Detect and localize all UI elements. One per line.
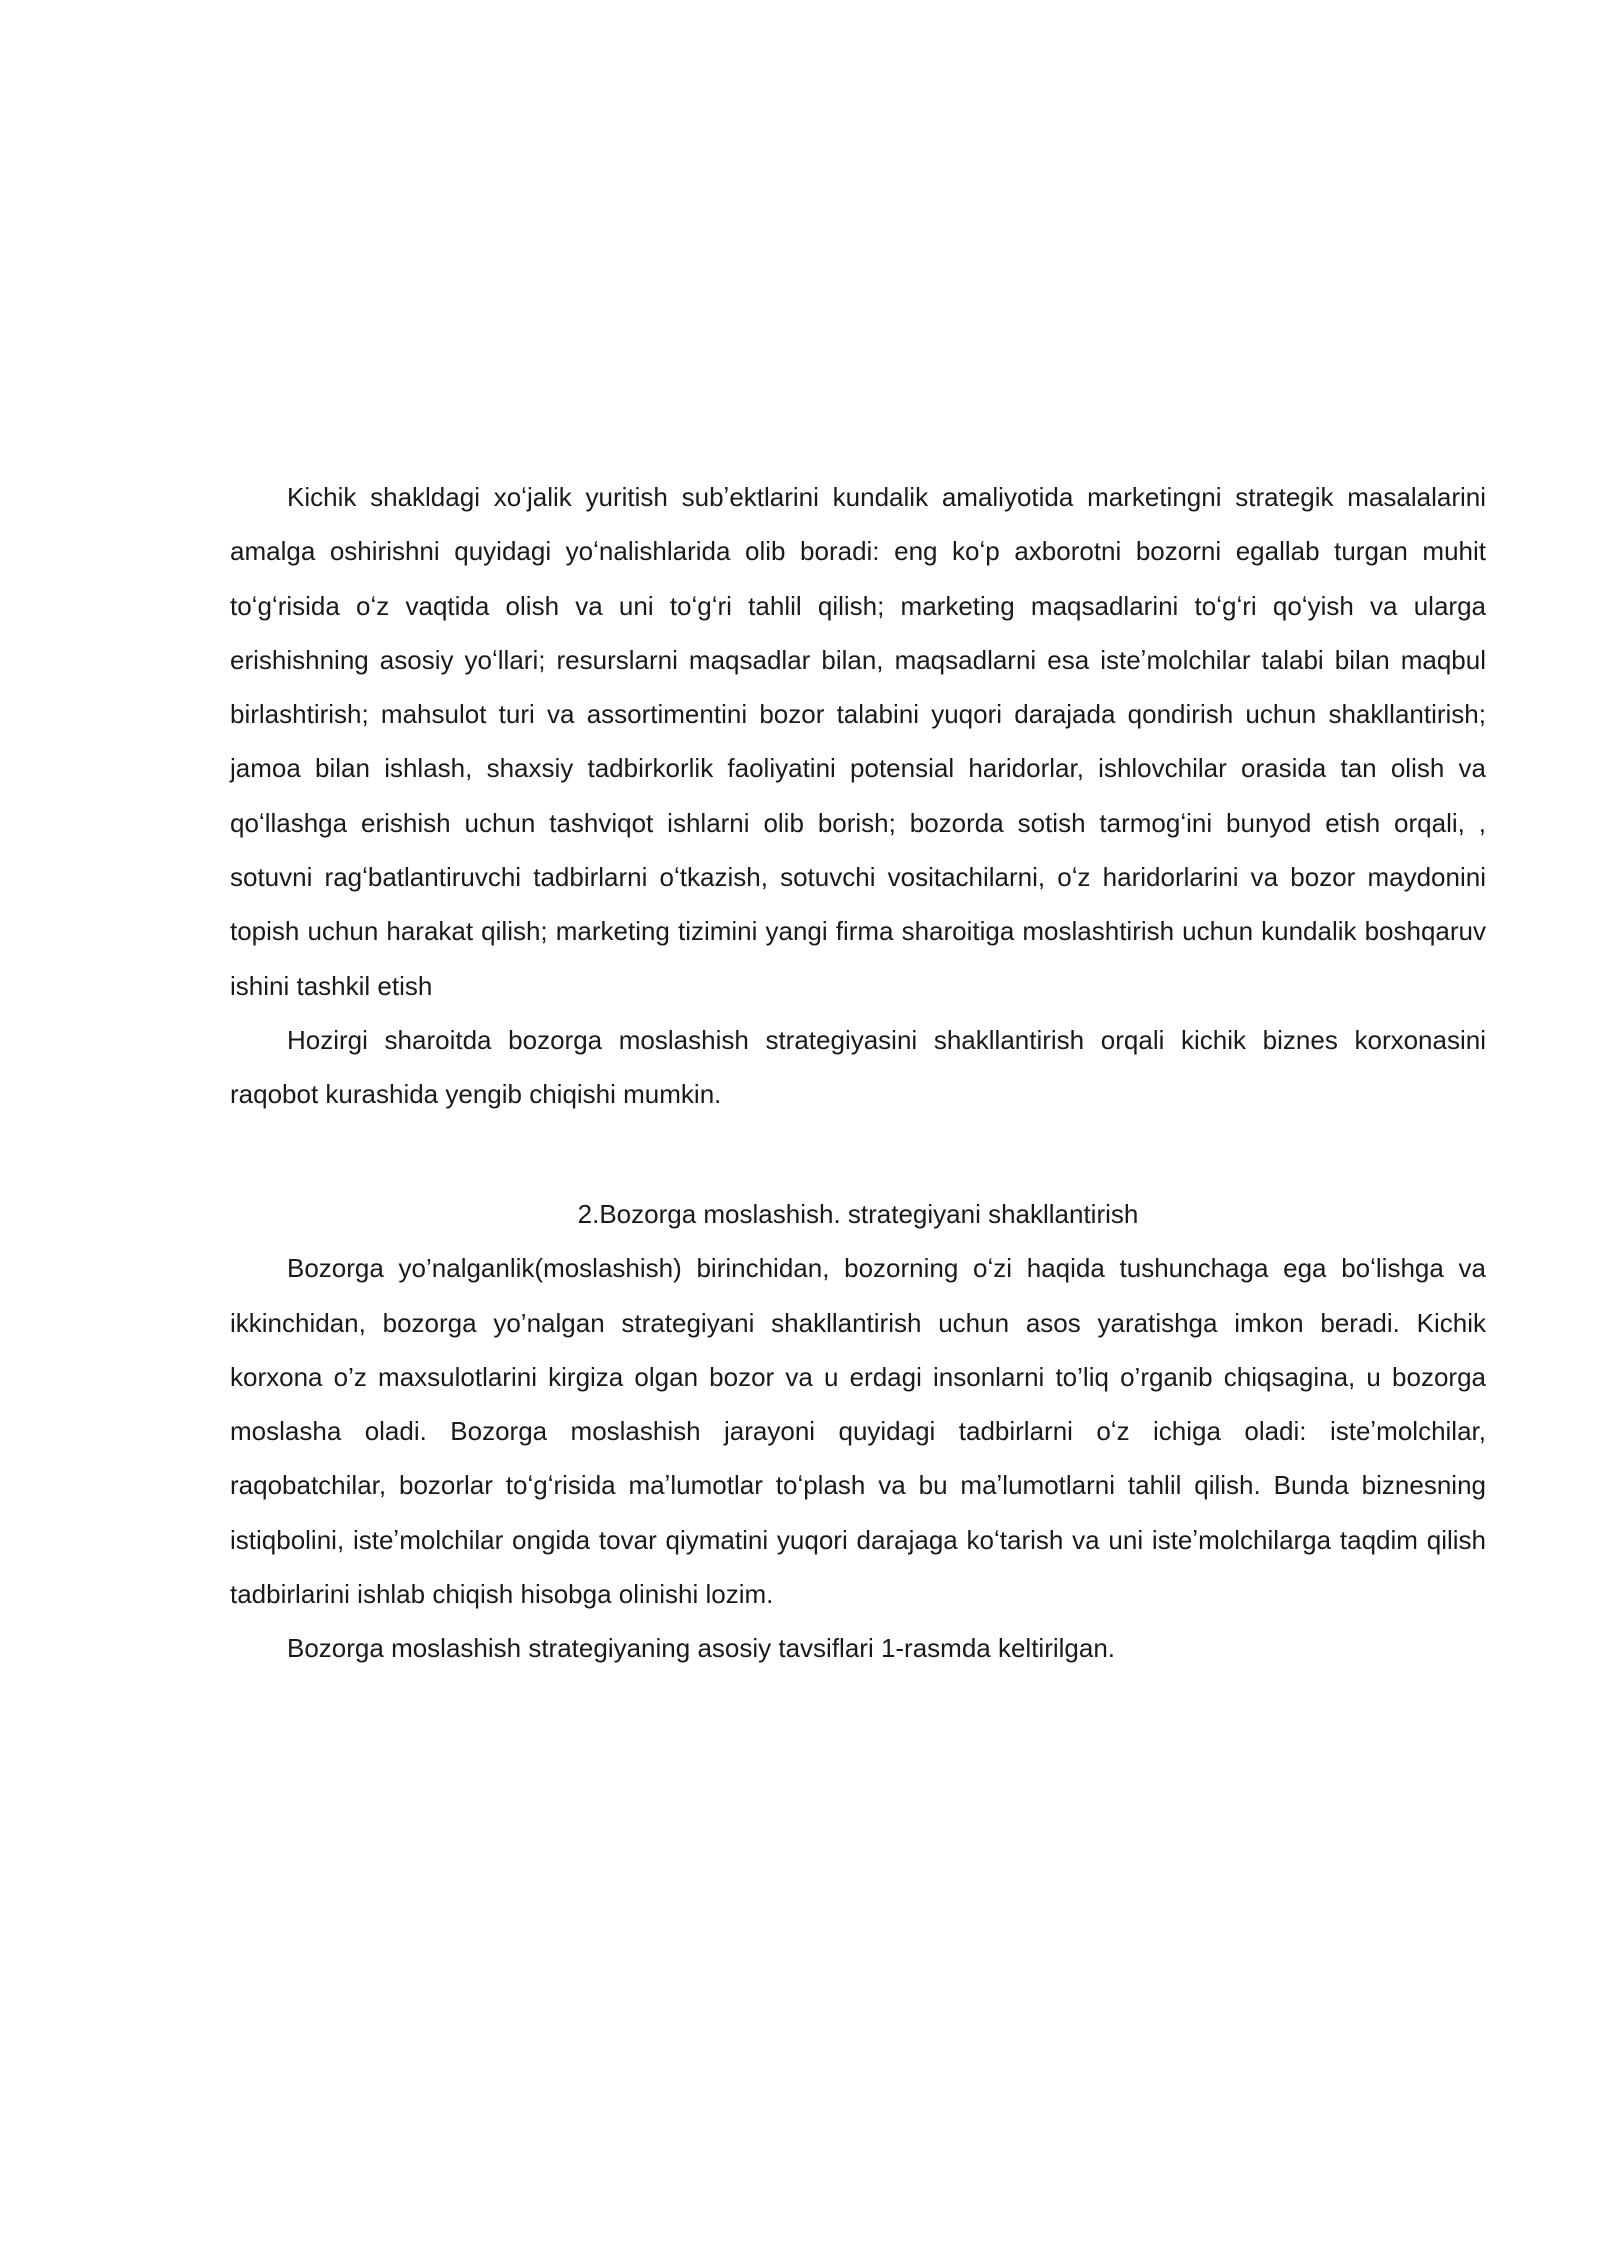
body-text-bottom (230, 1187, 1486, 1676)
body-text-top (230, 470, 1486, 1122)
paragraph-figure-reference: Bozorga moslashish strategiyaning asosiy tavsiflari 1-rasmda keltirilgan. (287, 1633, 1116, 1664)
paragraph-current-conditions: Hozirgi sharoitda bozorga moslashish strategiyasini shakllantirish orqali kichik biznes korxonasini raqobot kurashida yengib chiqishi mumkin. (230, 1024, 1486, 1110)
paragraph-marketing-directions: Kichik shakldagi xoʻjalik yuritish subʼektlarini kundalik amaliyotida marketingni strategik masalalarini amalga oshirishni quyidagi yoʻnalishlarida olib boradi: eng koʻp axborotni bozorni egallab turgan muhit toʻgʻrisida oʻz vaqtida olish va uni toʻgʻri tahlil qilish; marketing maqsadlarini toʻgʻri qoʻyish va ularga erishishning asosiy yoʻllari; resurslarni maqsadlar bilan, maqsadlarni esa isteʼmolchilar talabi bilan maqbul birlashtirish; mahsulot turi va assortimentini bozor talabini yuqori darajada qondirish uchun shakllantirish; jamoa bilan ishlash, shaxsiy tadbirkorlik faoliyatini potensial haridorlar, ishlovchilar orasida tan olish va qoʻllashga erishish uchun tashviqot ishlarni olib borish; bozorda sotish tarmogʻini bunyod etish orqali, , sotuvni ragʻbatlantiruvchi tadbirlarni oʻtkazish, sotuvchi vositachilarni, oʻz haridorlarini va bozor maydonini topish uchun harakat qilish; marketing tizimini yangi firma sharoitiga moslashtirish uchun kundalik boshqaruv ishini tashkil etish (230, 482, 1486, 1001)
paragraph-market-orientation: Bozorga yo’nalganlik(moslashish) birinchidan, bozorning oʻzi haqida tushunchaga ega boʻlishga va ikkinchidan, bozorga yo’nalgan strategiyani shakllantirish uchun asos yaratishga imkon beradi. Kichik korxona o’z maxsulotlarini kirgiza olgan bozor va u erdagi insonlarni to’liq o’rganib chiqsagina, u bozorga moslasha oladi. Bozorga moslashish jarayoni quyidagi tadbirlarni oʻz ichiga oladi: isteʼmolchilar, raqobatchilar, bozorlar toʻgʻrisida maʼlumotlar toʻplash va bu maʼlumotlarni tahlil qilish. Bunda biznesning istiqbolini, isteʼmolchilar ongida tovar qiymatini yuqori darajaga koʻtarish va uni isteʼmolchilarga taqdim qilish tadbirlarini ishlab chiqish hisobga olinishi lozim. (230, 1253, 1486, 1610)
section-heading: 2.Bozorga moslashish. strategiyani shakllantirish (577, 1199, 1139, 1229)
